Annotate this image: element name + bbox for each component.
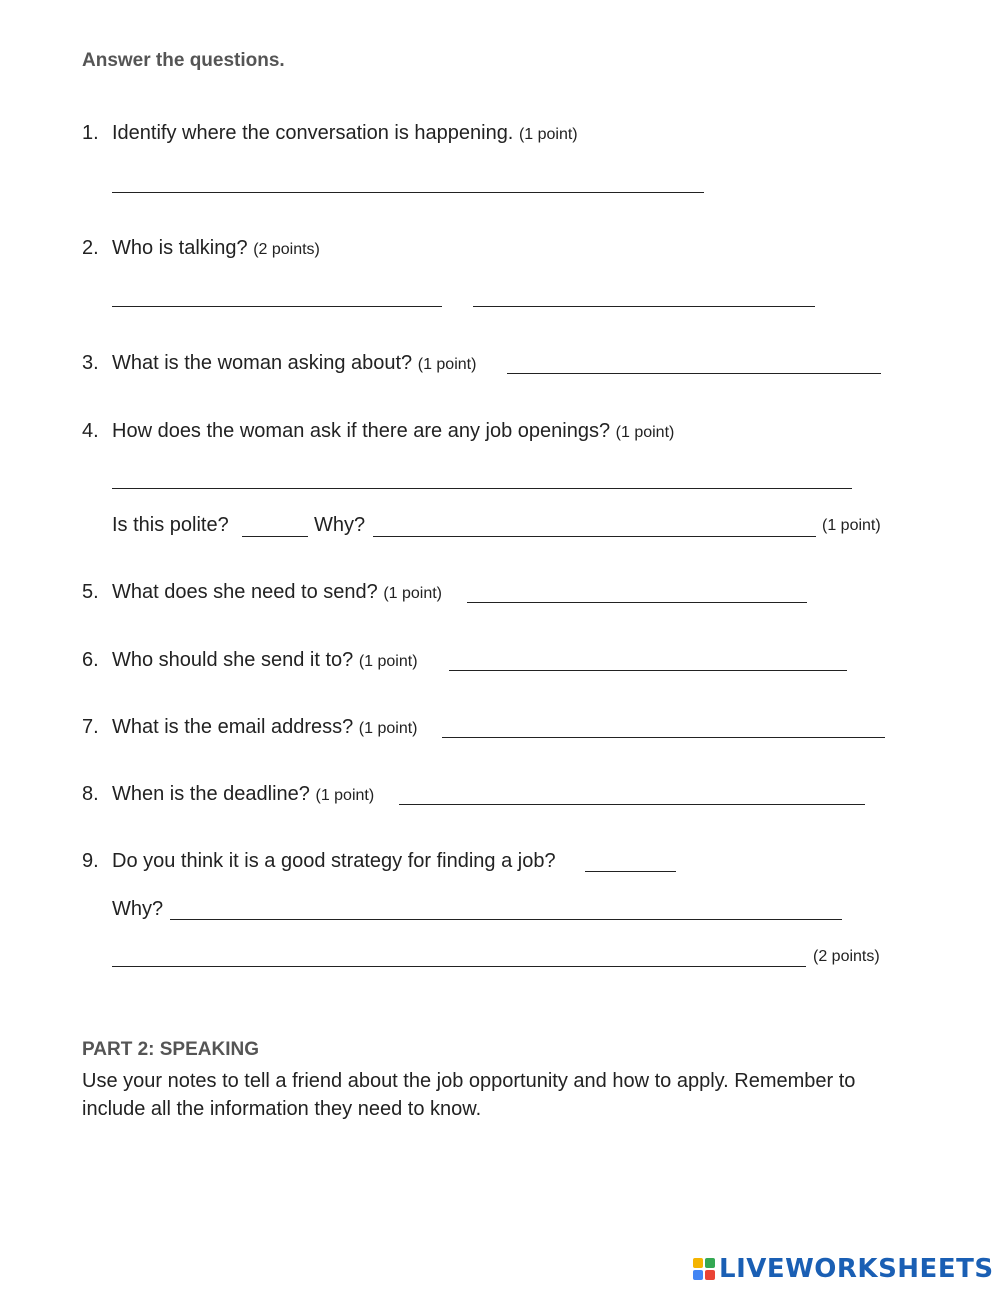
why-answer-line[interactable] <box>373 536 816 537</box>
polite-answer-line[interactable] <box>242 536 308 537</box>
answer-line-1[interactable] <box>112 306 442 307</box>
question-number: 4. <box>82 420 99 442</box>
question-number: 5. <box>82 581 99 603</box>
points-label: (1 point) <box>358 720 418 737</box>
points-label: (1 point) <box>518 126 578 143</box>
logo-square-3 <box>693 1270 703 1280</box>
why-answer-line-2[interactable] <box>112 966 806 967</box>
question-number: 3. <box>82 352 99 374</box>
question-text: Who is talking? <box>112 237 248 259</box>
part2-title: PART 2: SPEAKING <box>82 1039 260 1060</box>
points-label: (1 point) <box>358 653 418 670</box>
answer-line[interactable] <box>507 373 881 374</box>
points-label: (1 point) <box>383 585 443 602</box>
logo-square-2 <box>705 1258 715 1268</box>
question-text: What does she need to send? <box>112 581 378 603</box>
polite-question: Is this polite? <box>112 514 229 536</box>
answer-line-2[interactable] <box>473 306 815 307</box>
points-label: (1 point) <box>417 356 477 373</box>
why-label: Why? <box>112 898 164 920</box>
why-label: Why? <box>314 514 366 536</box>
liveworksheets-logo <box>693 1252 994 1286</box>
logo-square-4 <box>705 1270 715 1280</box>
answer-line[interactable] <box>442 737 885 738</box>
instructions-heading: Answer the questions. <box>82 50 285 71</box>
points-label: (2 points) <box>253 241 320 258</box>
question-number: 1. <box>82 122 99 144</box>
answer-line[interactable] <box>112 488 852 489</box>
question-text: What is the email address? <box>112 716 354 738</box>
logo-square-1 <box>693 1258 703 1268</box>
question-number: 7. <box>82 716 99 738</box>
opinion-answer-line[interactable] <box>585 871 676 872</box>
liveworksheets-logo-icon <box>693 1258 715 1280</box>
points-label: (1 point) <box>822 517 881 534</box>
points-label: (2 points) <box>813 948 880 965</box>
question-text: What is the woman asking about? <box>112 352 413 374</box>
question-text: How does the woman ask if there are any job openings? <box>112 420 611 442</box>
answer-line[interactable] <box>399 804 865 805</box>
question-text: Identify where the conversation is happening. <box>112 122 514 144</box>
points-label: (1 point) <box>315 787 375 804</box>
answer-line[interactable] <box>467 602 807 603</box>
part2-instructions: Use your notes to tell a friend about the job opportunity and how to apply. Remember to include all the information they need to know. <box>82 1070 856 1120</box>
answer-line[interactable] <box>112 192 704 193</box>
answer-line[interactable] <box>449 670 847 671</box>
why-answer-line[interactable] <box>170 919 842 920</box>
question-text: Do you think it is a good strategy for finding a job? <box>112 850 556 872</box>
question-text: Who should she send it to? <box>112 649 354 671</box>
question-text: When is the deadline? <box>112 783 310 805</box>
logo-text: LIVEWORKSHEETS <box>719 1254 994 1284</box>
politeness-follow-up <box>112 514 229 537</box>
question-number: 9. <box>82 850 99 872</box>
question-number: 6. <box>82 649 99 671</box>
question-number: 8. <box>82 783 99 805</box>
points-label: (1 point) <box>615 424 675 441</box>
question-number: 2. <box>82 237 99 259</box>
